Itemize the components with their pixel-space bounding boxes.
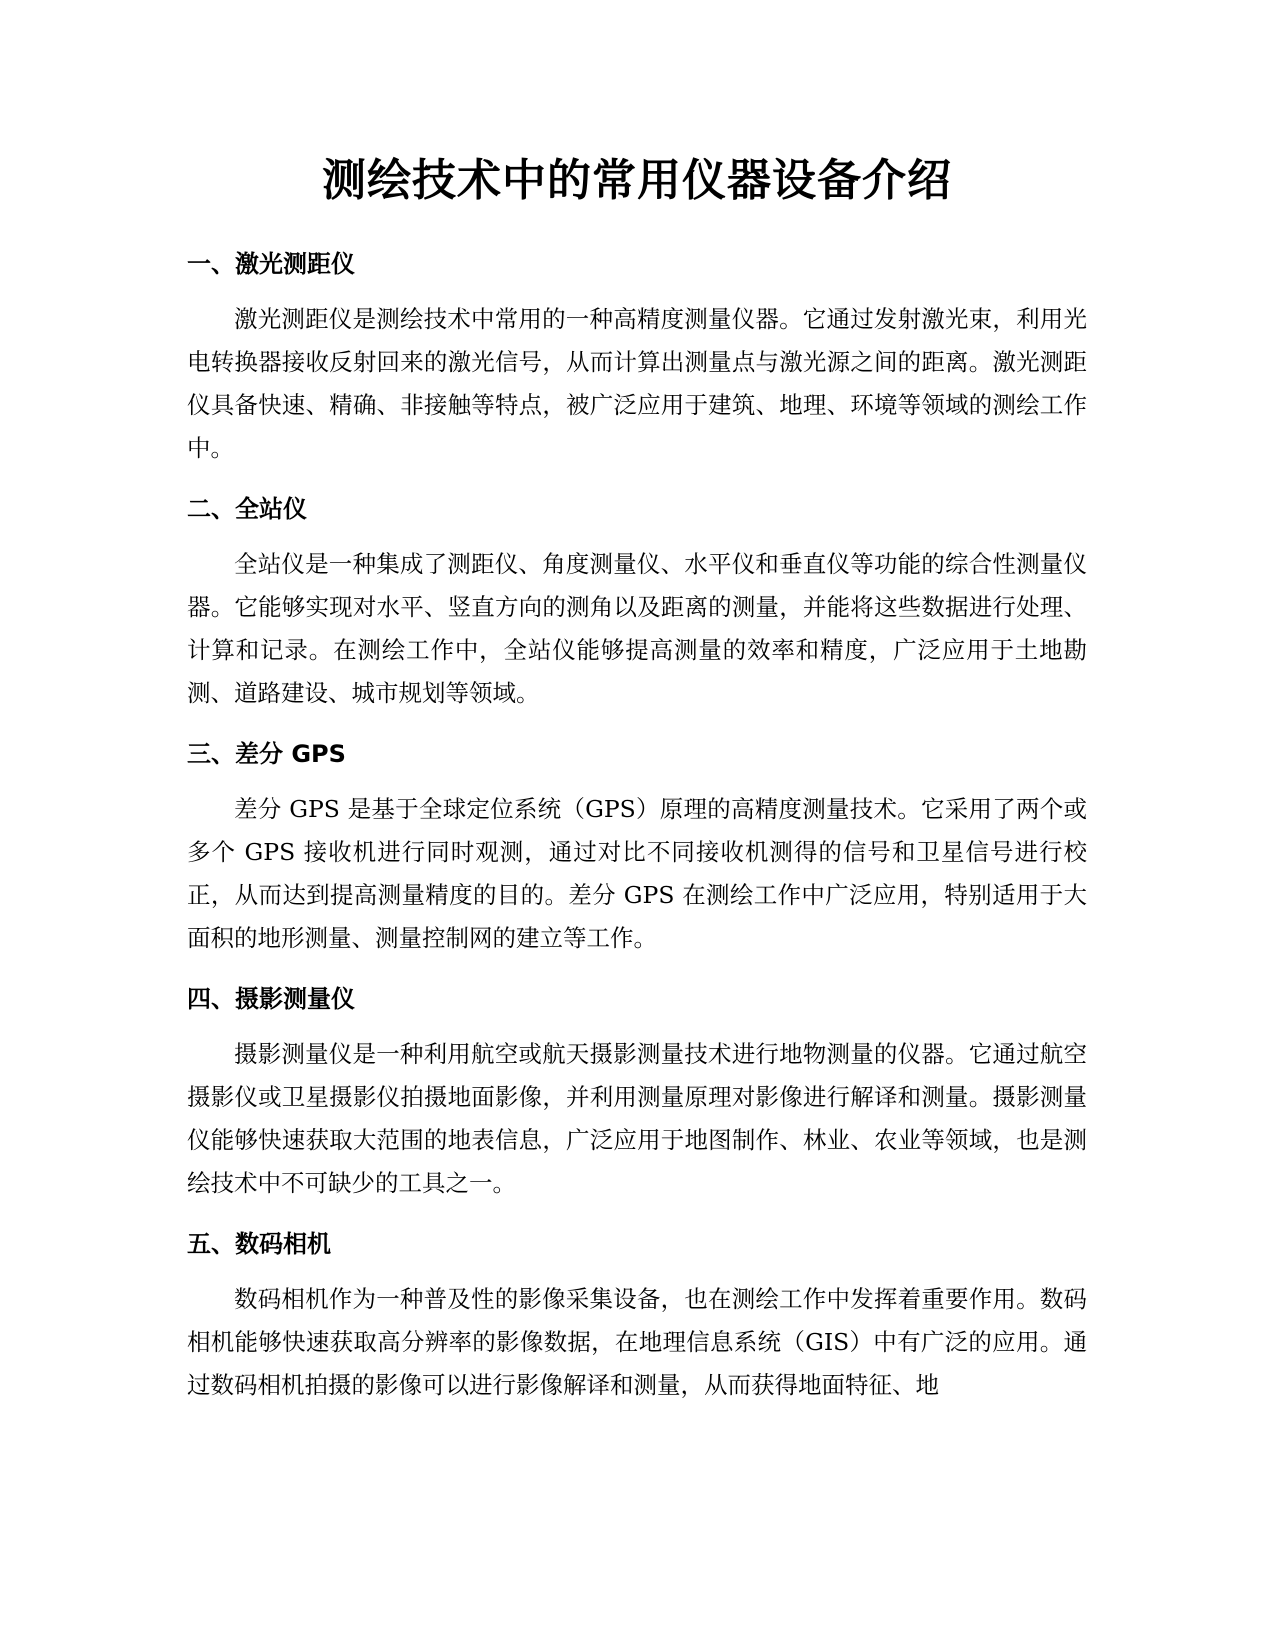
section-heading: 五、数码相机 — [187, 1230, 331, 1258]
section-heading: 四、摄影测量仪 — [187, 985, 355, 1013]
section-paragraph: 摄影测量仪是一种利用航空或航天摄影测量技术进行地物测量的仪器。它通过航空摄影仪或卫星摄影仪拍摄地面影像，并利用测量原理对影像进行解译和测量。摄影测量仪能够快速获取大范围的地表信息，广泛应用于地图制作、林业、农业等领域，也是测绘技术中不可缺少的工具之一。 — [187, 1040, 1087, 1197]
section-laser-rangefinder — [187, 244, 1087, 470]
document-title: 测绘技术中的常用仪器设备介绍 — [322, 155, 952, 206]
section-paragraph: 激光测距仪是测绘技术中常用的一种高精度测量仪器。它通过发射激光束，利用光电转换器接收反射回来的激光信号，从而计算出测量点与激光源之间的距离。激光测距仪具备快速、精确、非接触等特点，被广泛应用于建筑、地理、环境等领域的测绘工作中。 — [187, 305, 1087, 462]
section-paragraph: 全站仪是一种集成了测距仪、角度测量仪、水平仪和垂直仪等功能的综合性测量仪器。它能够实现对水平、竖直方向的测角以及距离的测量，并能将这些数据进行处理、计算和记录。在测绘工作中，全站仪能够提高测量的效率和精度，广泛应用于土地勘测、道路建设、城市规划等领域。 — [187, 550, 1087, 707]
section-photogrammetry — [187, 979, 1087, 1205]
section-digital-camera — [187, 1224, 1087, 1407]
section-heading: 二、全站仪 — [187, 495, 307, 523]
document-page — [187, 146, 1087, 1426]
section-total-station — [187, 489, 1087, 715]
section-paragraph: 差分 GPS 是基于全球定位系统（GPS）原理的高精度测量技术。它采用了两个或多个 GPS 接收机进行同时观测，通过对比不同接收机测得的信号和卫星信号进行校正，从而达到提高测量精度的目的。差分 GPS 在测绘工作中广泛应用，特别适用于大面积的地形测量、测量控制网的建立等工作。 — [187, 795, 1087, 952]
section-paragraph: 数码相机作为一种普及性的影像采集设备，也在测绘工作中发挥着重要作用。数码相机能够快速获取高分辨率的影像数据，在地理信息系统（GIS）中有广泛的应用。通过数码相机拍摄的影像可以进行影像解译和测量，从而获得地面特征、地 — [187, 1285, 1087, 1399]
section-heading: 一、激光测距仪 — [187, 250, 355, 278]
section-heading: 三、差分 GPS — [187, 740, 346, 768]
section-differential-gps — [187, 734, 1087, 960]
